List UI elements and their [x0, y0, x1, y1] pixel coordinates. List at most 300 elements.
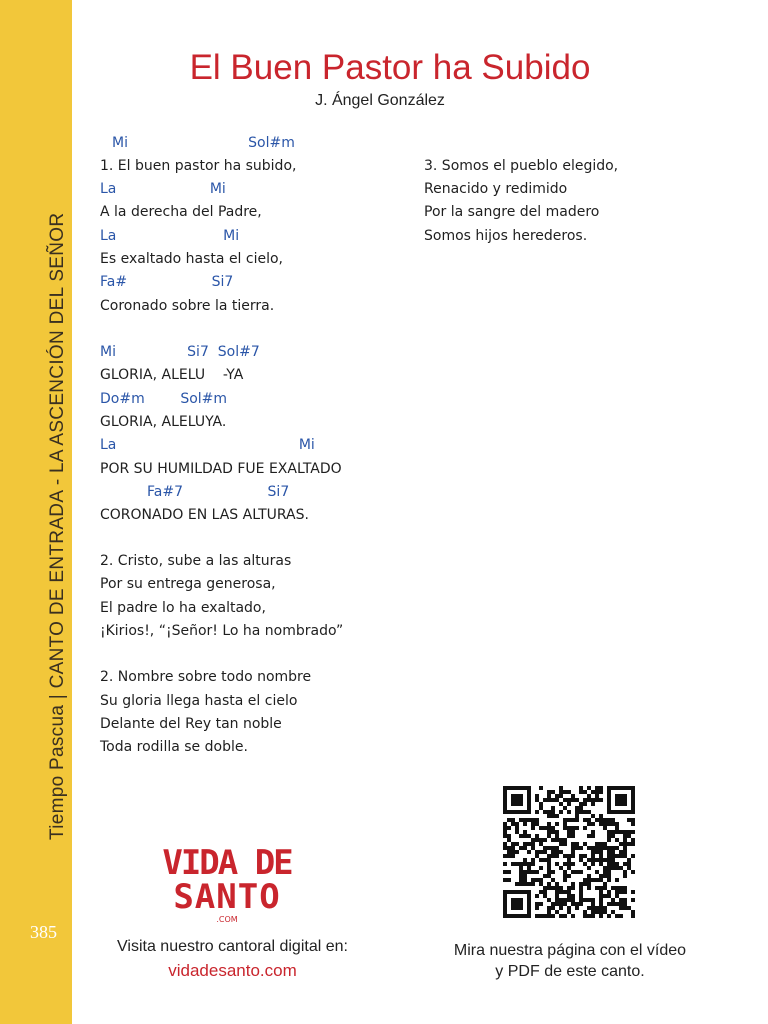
lyric-line: A la derecha del Padre, [100, 204, 262, 220]
qr-module [563, 870, 567, 874]
qr-module [571, 834, 575, 838]
qr-module [607, 878, 611, 882]
qr-module [571, 850, 575, 854]
sidebar-label: Tiempo Pascua | CANTO DE ENTRADA - LA ASCENCIÓN DEL SEÑOR [47, 212, 68, 840]
qr-module [555, 794, 559, 798]
qr-module [535, 838, 539, 842]
qr-module [611, 854, 615, 858]
qr-module [623, 898, 627, 902]
qr-module [543, 858, 547, 862]
qr-module [531, 870, 535, 874]
qr-module [503, 878, 507, 882]
lyric-line: Es exaltado hasta el cielo, [100, 251, 284, 267]
qr-module [563, 902, 567, 906]
qr-module [503, 830, 507, 834]
qr-module [599, 854, 603, 858]
qr-module [523, 834, 527, 838]
qr-module [547, 882, 551, 886]
qr-module [535, 906, 539, 910]
qr-module [555, 862, 559, 866]
qr-module [607, 870, 611, 874]
qr-module [579, 790, 583, 794]
qr-module [595, 846, 599, 850]
qr-module [555, 814, 559, 818]
qr-module [539, 786, 543, 790]
qr-module [571, 798, 575, 802]
song-author: J. Ángel González [315, 92, 445, 109]
lyric-line: 3. Somos el pueblo elegido, [424, 158, 619, 174]
qr-module [543, 838, 547, 842]
qr-module [507, 850, 511, 854]
qr-module [563, 874, 567, 878]
qr-module [539, 838, 543, 842]
qr-module [587, 906, 591, 910]
qr-module [599, 818, 603, 822]
qr-module [607, 914, 611, 918]
qr-module [615, 894, 619, 898]
qr-module [611, 898, 615, 902]
qr-module [539, 806, 543, 810]
qr-module [611, 846, 615, 850]
qr-module [615, 826, 619, 830]
qr-module [603, 882, 607, 886]
qr-module [539, 802, 543, 806]
qr-module [619, 914, 623, 918]
qr-module [539, 878, 543, 882]
qr-module [535, 834, 539, 838]
qr-module [631, 914, 635, 918]
qr-module [559, 906, 563, 910]
qr-module [551, 790, 555, 794]
logo-top-text: VIDA DE [162, 843, 292, 883]
qr-module [567, 818, 571, 822]
qr-module [595, 794, 599, 798]
qr-module [567, 910, 571, 914]
qr-module [575, 806, 579, 810]
qr-module [531, 842, 535, 846]
qr-module [543, 874, 547, 878]
qr-module [579, 890, 583, 894]
qr-module [615, 890, 619, 894]
qr-module [599, 862, 603, 866]
qr-module [547, 794, 551, 798]
qr-module [599, 814, 603, 818]
qr-module [555, 850, 559, 854]
qr-module [547, 810, 551, 814]
chord-line: La Mi [100, 181, 226, 197]
qr-module [551, 870, 555, 874]
logo-bottom-text: SANTO [173, 877, 281, 917]
lyric-line: Coronado sobre la tierra. [100, 298, 275, 314]
qr-module [543, 810, 547, 814]
qr-module [599, 894, 603, 898]
qr-module [551, 810, 555, 814]
qr-module [535, 854, 539, 858]
qr-module [603, 842, 607, 846]
qr-module [599, 786, 603, 790]
qr-module [591, 846, 595, 850]
lyric-line: Por la sangre del madero [424, 204, 600, 220]
qr-module [595, 906, 599, 910]
qr-module [547, 854, 551, 858]
qr-module [527, 882, 531, 886]
qr-module [611, 834, 615, 838]
qr-module [575, 810, 579, 814]
qr-module [563, 898, 567, 902]
qr-module [591, 914, 595, 918]
qr-module [607, 830, 611, 834]
qr-module [611, 862, 615, 866]
qr-module [547, 910, 551, 914]
qr-module [623, 834, 627, 838]
logo-com-text: .COM [216, 915, 238, 924]
qr-module [575, 818, 579, 822]
qr-module [607, 902, 611, 906]
qr-module [511, 842, 515, 846]
qr-module [547, 898, 551, 902]
qr-module [511, 846, 515, 850]
qr-module [587, 882, 591, 886]
qr-module [559, 790, 563, 794]
qr-module [531, 846, 535, 850]
qr-module [579, 902, 583, 906]
qr-caption-line2: y PDF de este canto. [495, 963, 645, 980]
qr-module [551, 878, 555, 882]
qr-module [587, 834, 591, 838]
qr-module [551, 886, 555, 890]
qr-module [531, 822, 535, 826]
qr-module [571, 830, 575, 834]
qr-module [563, 890, 567, 894]
qr-module [579, 870, 583, 874]
qr-module [579, 846, 583, 850]
qr-module [587, 794, 591, 798]
qr-module [535, 850, 539, 854]
qr-module [503, 826, 507, 830]
qr-module [623, 838, 627, 842]
qr-module [583, 882, 587, 886]
qr-module [555, 834, 559, 838]
qr-module [519, 870, 523, 874]
qr-module [535, 914, 539, 918]
qr-module [543, 914, 547, 918]
qr-module [591, 834, 595, 838]
qr-module [539, 914, 543, 918]
qr-module [563, 826, 567, 830]
qr-module [511, 850, 515, 854]
qr-module [591, 878, 595, 882]
qr-module [515, 882, 519, 886]
qr-module [531, 838, 535, 842]
qr-module [551, 906, 555, 910]
qr-module [559, 794, 563, 798]
qr-module [607, 866, 611, 870]
qr-module [615, 914, 619, 918]
qr-module [591, 798, 595, 802]
qr-module [615, 822, 619, 826]
qr-module [619, 854, 623, 858]
qr-module [503, 822, 507, 826]
qr-module [531, 818, 535, 822]
qr-module [547, 790, 551, 794]
qr-module [595, 886, 599, 890]
qr-module [539, 850, 543, 854]
qr-module [599, 910, 603, 914]
qr-module [575, 902, 579, 906]
qr-module [587, 914, 591, 918]
qr-module [607, 890, 611, 894]
qr-module [535, 902, 539, 906]
qr-module [547, 862, 551, 866]
qr-module [527, 866, 531, 870]
qr-module [503, 842, 507, 846]
qr-module [547, 798, 551, 802]
qr-module [543, 798, 547, 802]
qr-module [595, 790, 599, 794]
qr-module [555, 898, 559, 902]
qr-module [631, 854, 635, 858]
qr-module [551, 806, 555, 810]
qr-module [523, 874, 527, 878]
lyric-line: GLORIA, ALELUYA. [100, 414, 227, 430]
qr-module [543, 846, 547, 850]
qr-module [563, 818, 567, 822]
qr-module [583, 878, 587, 882]
qr-module [523, 822, 527, 826]
qr-module [599, 902, 603, 906]
qr-module [627, 818, 631, 822]
qr-module [623, 830, 627, 834]
qr-module [583, 826, 587, 830]
qr-module [607, 850, 611, 854]
qr-module [607, 854, 611, 858]
qr-module [575, 870, 579, 874]
qr-module [571, 794, 575, 798]
qr-module [547, 830, 551, 834]
qr-module [607, 838, 611, 842]
qr-module [587, 886, 591, 890]
qr-module [567, 874, 571, 878]
chord-line: Mi Sol#m [112, 135, 295, 151]
qr-module [619, 842, 623, 846]
qr-module [547, 858, 551, 862]
lyric-line: POR SU HUMILDAD FUE EXALTADO [100, 461, 342, 477]
qr-module [551, 798, 555, 802]
qr-module [607, 862, 611, 866]
qr-module [579, 802, 583, 806]
qr-module [519, 834, 523, 838]
qr-module [511, 818, 515, 822]
qr-module [511, 862, 515, 866]
qr-module [627, 830, 631, 834]
qr-caption [425, 940, 715, 982]
qr-module [587, 878, 591, 882]
qr-module [567, 810, 571, 814]
qr-module [575, 842, 579, 846]
qr-module [575, 814, 579, 818]
qr-module [575, 798, 579, 802]
qr-module [555, 910, 559, 914]
qr-module [551, 902, 555, 906]
qr-module [603, 870, 607, 874]
qr-module [555, 890, 559, 894]
qr-module [619, 866, 623, 870]
qr-module [547, 814, 551, 818]
qr-module [587, 846, 591, 850]
qr-module [571, 898, 575, 902]
qr-module [599, 846, 603, 850]
qr-module [611, 902, 615, 906]
qr-module [599, 874, 603, 878]
qr-module [611, 830, 615, 834]
qr-module [611, 818, 615, 822]
qr-module [507, 834, 511, 838]
qr-module [591, 854, 595, 858]
qr-module [551, 914, 555, 918]
qr-module [579, 786, 583, 790]
qr-module [603, 826, 607, 830]
qr-module [603, 906, 607, 910]
qr-module [555, 886, 559, 890]
qr-module [631, 890, 635, 894]
qr-module [583, 862, 587, 866]
qr-module [603, 910, 607, 914]
qr-module [515, 830, 519, 834]
qr-module [587, 786, 591, 790]
qr-module [543, 886, 547, 890]
qr-module [531, 882, 535, 886]
qr-module [559, 886, 563, 890]
qr-module [535, 794, 539, 798]
qr-module [579, 882, 583, 886]
qr-module [627, 858, 631, 862]
qr-module [607, 874, 611, 878]
qr-module [527, 862, 531, 866]
qr-module [567, 894, 571, 898]
qr-module [595, 878, 599, 882]
qr-module [619, 850, 623, 854]
qr-module [535, 810, 539, 814]
qr-module [587, 898, 591, 902]
qr-module [555, 882, 559, 886]
qr-module [631, 822, 635, 826]
qr-module [579, 810, 583, 814]
qr-module [623, 874, 627, 878]
qr-module [567, 898, 571, 902]
qr-module [623, 854, 627, 858]
qr-module [571, 862, 575, 866]
qr-module [595, 818, 599, 822]
qr-module [523, 870, 527, 874]
qr-module [583, 854, 587, 858]
vida-de-santo-logo [160, 838, 294, 928]
qr-code[interactable] [503, 786, 635, 918]
qr-module [571, 894, 575, 898]
qr-module [583, 790, 587, 794]
qr-module [607, 858, 611, 862]
qr-module [563, 842, 567, 846]
qr-module [527, 818, 531, 822]
qr-module [615, 846, 619, 850]
qr-module [599, 906, 603, 910]
qr-module [551, 826, 555, 830]
qr-module [555, 902, 559, 906]
qr-module [619, 898, 623, 902]
qr-module [623, 842, 627, 846]
qr-module [563, 914, 567, 918]
lyric-line: Delante del Rey tan noble [100, 716, 282, 732]
qr-module [627, 866, 631, 870]
qr-module [535, 818, 539, 822]
qr-module [607, 818, 611, 822]
lyric-line: Por su entrega generosa, [100, 576, 276, 592]
qr-module [583, 810, 587, 814]
qr-module [539, 842, 543, 846]
qr-module [591, 862, 595, 866]
qr-module [535, 894, 539, 898]
lyric-line: ¡Kirios!, “¡Señor! Lo ha nombrado” [100, 623, 344, 639]
qr-module [547, 846, 551, 850]
qr-module [579, 894, 583, 898]
qr-module [511, 794, 523, 806]
qr-module [523, 862, 527, 866]
qr-caption-line1: Mira nuestra página con el vídeo [453, 942, 687, 959]
qr-module [531, 858, 535, 862]
qr-module [591, 858, 595, 862]
qr-module [587, 866, 591, 870]
qr-module [623, 890, 627, 894]
qr-module [627, 862, 631, 866]
qr-module [519, 878, 523, 882]
qr-module [563, 806, 567, 810]
qr-module [607, 822, 611, 826]
qr-module [547, 906, 551, 910]
qr-module [615, 838, 619, 842]
qr-module [599, 898, 603, 902]
chord-line: Fa#7 Si7 [147, 484, 290, 500]
qr-module [531, 826, 535, 830]
qr-module [579, 858, 583, 862]
qr-module [555, 846, 559, 850]
qr-module [539, 890, 543, 894]
qr-module [579, 886, 583, 890]
qr-module [623, 862, 627, 866]
visit-text: Visita nuestro cantoral digital en: [117, 938, 348, 955]
site-link[interactable]: vidadesanto.com [168, 961, 297, 980]
qr-module [507, 838, 511, 842]
chord-line: La Mi [100, 228, 240, 244]
chord-line: Mi Si7 Sol#7 [100, 344, 260, 360]
qr-module [511, 854, 515, 858]
qr-module [591, 850, 595, 854]
qr-module [567, 790, 571, 794]
qr-module [591, 910, 595, 914]
qr-module [591, 822, 595, 826]
qr-module [591, 898, 595, 902]
qr-module [551, 830, 555, 834]
qr-module [583, 802, 587, 806]
qr-module [587, 810, 591, 814]
qr-module [527, 850, 531, 854]
qr-module [503, 862, 507, 866]
qr-module [535, 822, 539, 826]
qr-module [531, 878, 535, 882]
qr-module [535, 878, 539, 882]
qr-module [559, 842, 563, 846]
qr-module [587, 798, 591, 802]
qr-module [563, 838, 567, 842]
qr-module [611, 910, 615, 914]
